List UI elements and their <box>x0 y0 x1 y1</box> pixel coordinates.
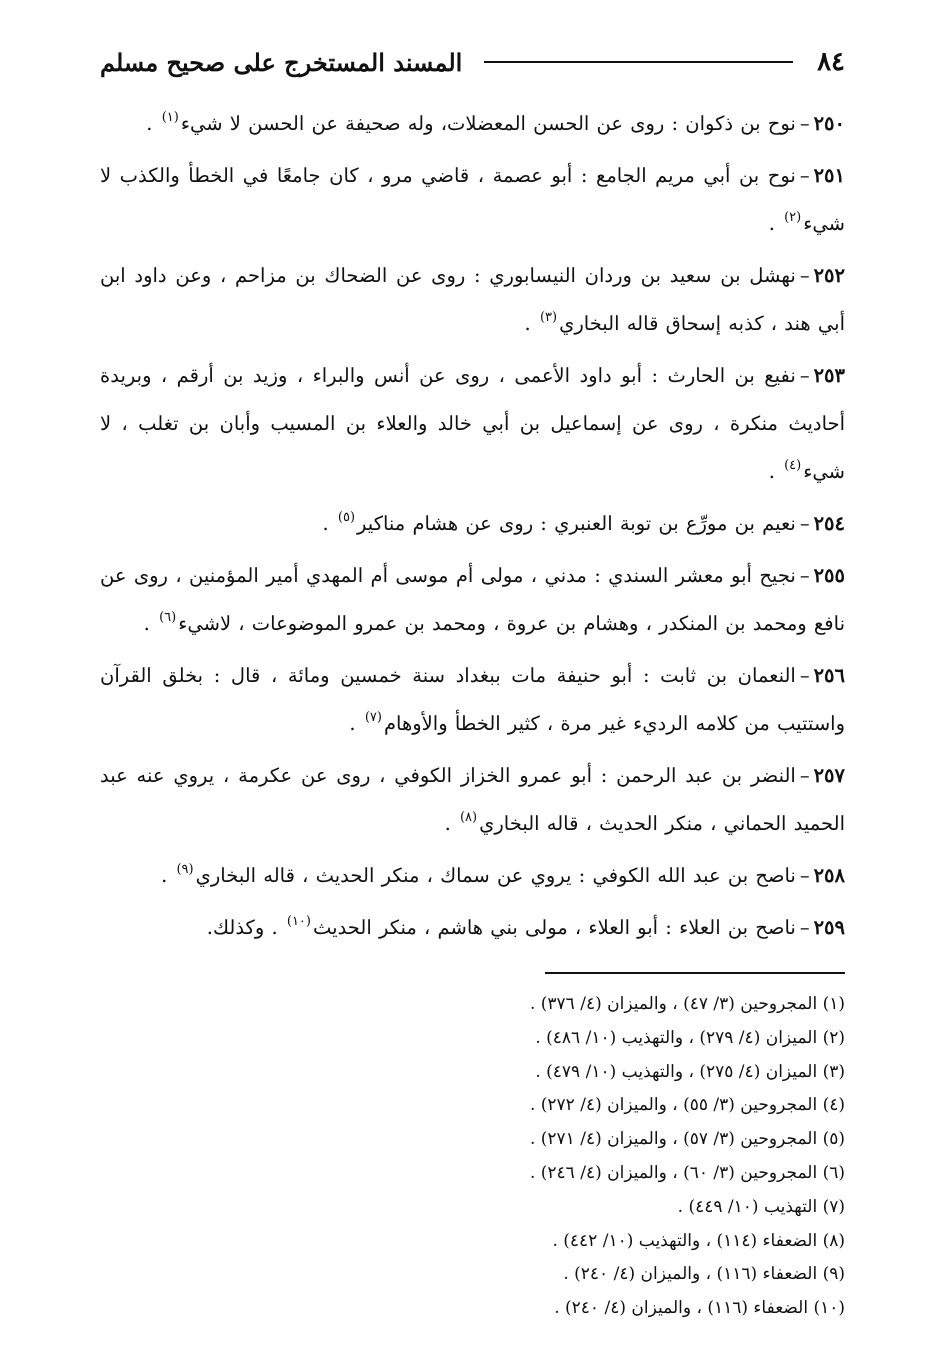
footnote: (٨) الضعفاء (١١٤) ، والتهذيب (١٠/ ٤٤٢) . <box>552 1230 845 1251</box>
footnotes-list <box>120 988 845 1326</box>
entry <box>100 252 845 348</box>
footnote: (٣) الميزان (٤/ ٢٧٥) ، والتهذيب (١٠/ ٤٧٩) . <box>535 1061 845 1082</box>
entry <box>100 904 845 952</box>
footnote-ref[interactable]: (٢) <box>784 210 802 225</box>
entry-end: . <box>146 112 153 135</box>
running-title: المسند المستخرج على صحيح مسلم <box>100 47 463 77</box>
entry-end: . <box>768 212 775 235</box>
footnote-separator <box>545 972 845 974</box>
page-header <box>100 38 845 86</box>
entry-end: . <box>161 864 168 887</box>
entry-end: . <box>768 460 775 483</box>
entry-end: . وكذلك. <box>206 916 278 939</box>
entry-text: النضر بن عبد الرحمن : أبو عمرو الخزاز الكوفي ، روى عن عكرمة ، يروي عنه عبد الحميد الحماني ، منكر الحديث ، قاله البخاري <box>100 764 845 835</box>
entry-dash: – <box>799 512 810 535</box>
entry-text: نوح بن ذكوان : روى عن الحسن المعضلات، وله صحيفة عن الحسن لا شيء <box>180 112 796 135</box>
footnote: (٩) الضعفاء (١١٦) ، والميزان (٤/ ٢٤٠) . <box>563 1264 845 1285</box>
entry-text: ناصح بن عبد الله الكوفي : يروي عن سماك ، منكر الحديث ، قاله البخاري <box>195 864 796 887</box>
entry-number: ٢٥٦ <box>813 664 845 687</box>
footnote-ref[interactable]: (٧) <box>364 710 382 725</box>
entry-dash: – <box>799 364 810 387</box>
entry <box>100 500 845 548</box>
entry-text: ناصح بن العلاء : أبو العلاء ، مولى بني هاشم ، منكر الحديث <box>313 916 796 939</box>
entry <box>100 152 845 248</box>
page-number: ٨٤ <box>817 47 845 77</box>
entry-text: نوح بن أبي مريم الجامع : أبو عصمة ، قاضي مرو ، كان جامعًا في الخطأ والكذب لا شيء <box>100 164 845 235</box>
entry-text: نجيح أبو معشر السندي : مدني ، مولى أم موسى أم المهدي أمير المؤمنين ، روى عن نافع ومحمد بن المنكدر ، وهشام بن عروة ، ومحمد بن عمرو الموضوعات ، لاشيء <box>100 564 845 635</box>
entry-number: ٢٥٤ <box>813 512 845 535</box>
entry <box>100 752 845 848</box>
entry <box>100 352 845 496</box>
entry-number: ٢٥٥ <box>813 564 845 587</box>
footnote: (٢) الميزان (٤/ ٢٧٩) ، والتهذيب (١٠/ ٤٨٦) . <box>535 1027 845 1048</box>
entry-dash: – <box>799 564 810 587</box>
entry-number: ٢٥٠ <box>813 112 845 135</box>
entry-end: . <box>322 512 329 535</box>
entry <box>100 100 845 148</box>
footnote-ref[interactable]: (١٠) <box>286 914 311 929</box>
entry-text: نعيم بن مورِّع بن توبة العنبري : روى عن هشام مناكير <box>357 512 796 535</box>
entry-dash: – <box>799 112 810 135</box>
entry-number: ٢٥٨ <box>813 864 845 887</box>
entry-text: نفيع بن الحارث : أبو داود الأعمى ، روى عن أنس والبراء ، وزيد بن أرقم ، وبريدة أحاديث منكرة ، روى عن إسماعيل بن أبي خالد والعلاء بن المسيب وأبان بن تغلب ، لا شيء <box>100 364 845 483</box>
footnote-ref[interactable]: (٤) <box>784 458 802 473</box>
entry-end: . <box>143 612 150 635</box>
entry-number: ٢٥٣ <box>813 364 845 387</box>
entry-dash: – <box>799 764 810 787</box>
footnote: (١٠) الضعفاء (١١٦) ، والميزان (٤/ ٢٤٠) . <box>554 1298 845 1319</box>
entry-number: ٢٥١ <box>813 164 845 187</box>
entry-number: ٢٥٧ <box>813 764 845 787</box>
footnote: (٦) المجروحين (٣/ ٦٠) ، والميزان (٤/ ٢٤٦) . <box>529 1162 845 1183</box>
footnote-ref[interactable]: (٦) <box>159 610 177 625</box>
footnote-ref[interactable]: (١) <box>161 110 179 125</box>
entry <box>100 652 845 748</box>
entry <box>100 552 845 648</box>
entry-dash: – <box>799 916 810 939</box>
entry-dash: – <box>799 664 810 687</box>
entry-end: . <box>444 812 451 835</box>
entry-text: نهشل بن سعيد بن وردان النيسابوري : روى عن الضحاك بن مزاحم ، وعن داود ابن أبي هند ، كذبه إسحاق قاله البخاري <box>100 264 845 335</box>
entry-dash: – <box>799 164 810 187</box>
entry-number: ٢٥٩ <box>813 916 845 939</box>
footnote: (٧) التهذيب (١٠/ ٤٤٩) . <box>677 1196 845 1217</box>
footnote: (٤) المجروحين (٣/ ٥٥) ، والميزان (٤/ ٢٧٢) . <box>529 1095 845 1116</box>
header-rule <box>484 61 793 63</box>
footnote-ref[interactable]: (٩) <box>176 862 194 877</box>
entry-text: النعمان بن ثابت : أبو حنيفة مات ببغداد سنة خمسين ومائة ، قال : بخلق القرآن واستتيب من كلامه الرديء غير مرة ، كثير الخطأ والأوهام <box>100 664 845 735</box>
footnote: (٥) المجروحين (٣/ ٥٧) ، والميزان (٤/ ٢٧١) . <box>529 1129 845 1150</box>
entry-dash: – <box>799 864 810 887</box>
footnote-ref[interactable]: (٥) <box>337 510 356 525</box>
footnote: (١) المجروحين (٣/ ٤٧) ، والميزان (٤/ ٣٧٦) . <box>529 994 845 1014</box>
entries-list <box>100 100 845 956</box>
entry-number: ٢٥٢ <box>813 264 845 287</box>
entry-dash: – <box>799 264 810 287</box>
entry <box>100 852 845 900</box>
entry-end: . <box>349 712 356 735</box>
footnote-ref[interactable]: (٣) <box>539 310 558 325</box>
footnote-ref[interactable]: (٨) <box>459 810 478 825</box>
entry-end: . <box>524 312 531 335</box>
